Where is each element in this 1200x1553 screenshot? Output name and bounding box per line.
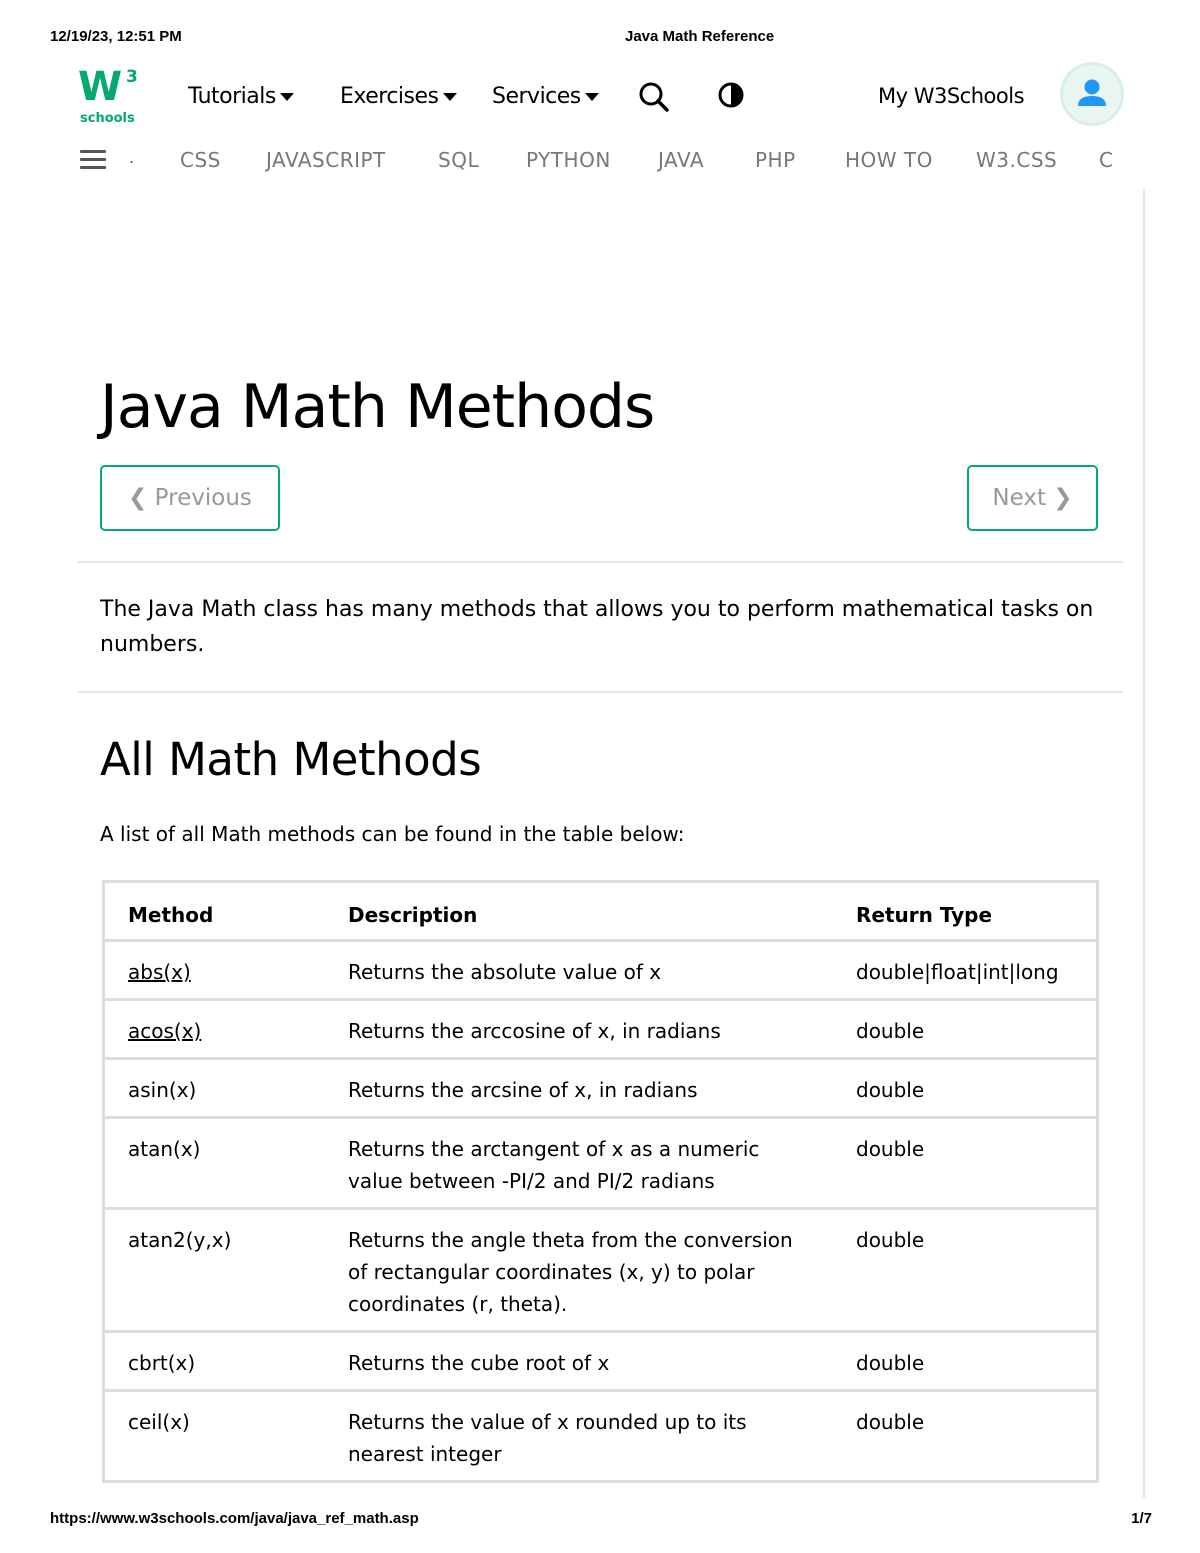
print-title: Java Math Reference (625, 28, 775, 45)
user-avatar-button[interactable] (1060, 62, 1124, 126)
print-header (50, 28, 1150, 48)
table-header-row (104, 882, 1098, 941)
section-title: All Math Methods (100, 733, 482, 786)
previous-button[interactable]: ❮ Previous (100, 465, 280, 531)
column-header-method: Method (104, 882, 349, 941)
topics-navbar (0, 140, 1200, 180)
page-title: Java Math Methods (100, 372, 655, 442)
method-link-abs[interactable]: abs(x) (128, 960, 191, 984)
subnav-item-javascript[interactable]: JAVASCRIPT (266, 148, 386, 172)
caret-down-icon (443, 93, 457, 101)
caret-down-icon (585, 93, 599, 101)
services-menu[interactable] (492, 84, 599, 109)
logo-super-text: 3 (126, 67, 138, 87)
print-footer (50, 1510, 1152, 1530)
method-cell: atan(x) (104, 1118, 349, 1209)
table-row (104, 941, 1098, 1000)
subnav-dot: . (129, 148, 135, 167)
return-type-cell: double (856, 1209, 1098, 1332)
table-row (104, 1059, 1098, 1118)
intro-text: The Java Math class has many methods that allows you to perform mathematical tasks on numbers. (100, 597, 1094, 657)
my-w3schools-link[interactable]: My W3Schools (878, 84, 1025, 108)
tutorials-label: Tutorials (188, 84, 276, 109)
return-type-cell: double (856, 1391, 1098, 1482)
description-cell: Returns the value of x rounded up to its nearest integer (348, 1391, 856, 1482)
table-row (104, 1118, 1098, 1209)
column-header-return-type: Return Type (856, 882, 1098, 941)
method-link-acos[interactable]: acos(x) (128, 1019, 202, 1043)
print-page-number: 1/7 (1131, 1510, 1152, 1527)
column-header-description: Description (348, 882, 856, 941)
dark-mode-toggle-icon[interactable] (714, 80, 748, 114)
print-timestamp: 12/19/23, 12:51 PM (50, 28, 182, 45)
w3schools-logo[interactable] (78, 66, 142, 124)
subnav-item-c[interactable]: C (1099, 148, 1114, 172)
method-cell (104, 1000, 349, 1059)
return-type-cell: double (856, 1000, 1098, 1059)
divider (78, 561, 1123, 563)
table-lead-text: A list of all Math methods can be found in the table below: (100, 822, 685, 846)
return-type-cell: double (856, 1118, 1098, 1209)
top-navbar (0, 62, 1200, 132)
method-cell: asin(x) (104, 1059, 349, 1118)
tutorials-menu[interactable] (188, 84, 294, 109)
table-row (104, 1332, 1098, 1391)
caret-down-icon (280, 93, 294, 101)
divider (78, 691, 1123, 693)
search-icon[interactable] (637, 80, 671, 114)
table-row (104, 1391, 1098, 1482)
user-icon (1063, 65, 1121, 123)
description-cell: Returns the arcsine of x, in radians (348, 1059, 856, 1118)
print-url: https://www.w3schools.com/java/java_ref_math.asp (50, 1510, 419, 1527)
services-label: Services (492, 84, 581, 109)
next-button[interactable]: Next ❯ (967, 465, 1098, 531)
subnav-item-java[interactable]: JAVA (658, 148, 705, 172)
subnav-item-python[interactable]: PYTHON (526, 148, 611, 172)
method-cell (104, 941, 349, 1000)
description-cell: Returns the arccosine of x, in radians (348, 1000, 856, 1059)
sidebar-divider (1143, 188, 1145, 1498)
description-cell: Returns the cube root of x (348, 1332, 856, 1391)
table-row (104, 1000, 1098, 1059)
method-cell: cbrt(x) (104, 1332, 349, 1391)
method-cell: atan2(y,x) (104, 1209, 349, 1332)
description-cell: Returns the angle theta from the conversion of rectangular coordinates (x, y) to polar coordinates (r, theta). (348, 1209, 856, 1332)
method-cell: ceil(x) (104, 1391, 349, 1482)
return-type-cell: double (856, 1332, 1098, 1391)
subnav-item-css[interactable]: CSS (180, 148, 221, 172)
exercises-menu[interactable] (340, 84, 457, 109)
description-cell: Returns the absolute value of x (348, 941, 856, 1000)
subnav-item-w3css[interactable]: W3.CSS (976, 148, 1058, 172)
table-row (104, 1209, 1098, 1332)
hamburger-menu-icon[interactable] (80, 150, 106, 170)
return-type-cell: double (856, 1059, 1098, 1118)
description-cell: Returns the arctangent of x as a numeric value between -PI/2 and PI/2 radians (348, 1118, 856, 1209)
subnav-item-sql[interactable]: SQL (438, 148, 480, 172)
subnav-item-how-to[interactable]: HOW TO (845, 148, 933, 172)
return-type-cell: double|float|int|long (856, 941, 1098, 1000)
math-methods-table (102, 880, 1099, 1483)
subnav-item-php[interactable]: PHP (755, 148, 796, 172)
logo-main-text: W (78, 66, 123, 110)
exercises-label: Exercises (340, 84, 439, 109)
logo-sub-text: schools (80, 111, 135, 124)
